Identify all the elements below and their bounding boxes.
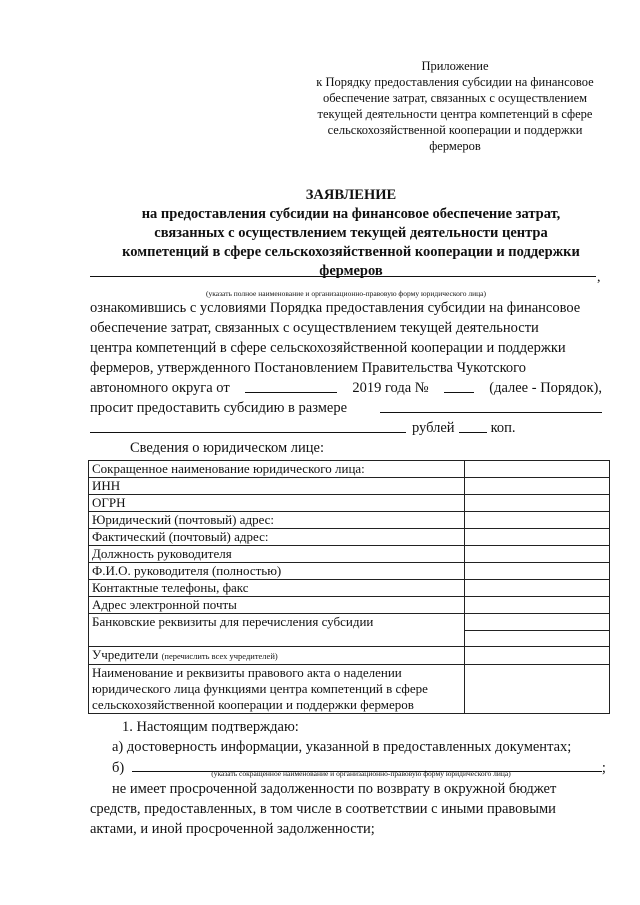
table-cell-label: Ф.И.О. руководителя (полностью)	[89, 563, 465, 580]
table-cell-value[interactable]	[464, 512, 609, 529]
table-row	[89, 647, 610, 665]
table-cell-value[interactable]	[464, 614, 609, 631]
table-cell-label: Юридический (почтовый) адрес:	[89, 512, 465, 529]
confirm-hint: (указать сокращенное наименование и организационно-правовую форму юридического лица)	[211, 769, 511, 778]
legal-entity-table	[88, 460, 610, 714]
annex-line: Приложение	[421, 59, 489, 73]
annex-block	[300, 58, 610, 154]
table-row	[89, 614, 610, 631]
applicant-hint: (указать полное наименование и организационно-правовую форму юридического лица)	[205, 289, 486, 298]
table-cell-value[interactable]	[464, 461, 609, 478]
confirm-line: средств, предоставленных, в том числе в соответствии с иными правовыми	[90, 801, 556, 817]
table-cell-value[interactable]	[464, 563, 609, 580]
founders-hint: (перечислить всех учредителей)	[161, 651, 278, 661]
annex-line: обеспечение затрат, связанных с осуществлением	[322, 91, 588, 105]
body-line: рублей коп.	[90, 418, 602, 438]
annex-line: фермеров	[429, 139, 481, 153]
item-b-end: ;	[601, 760, 606, 776]
title-line: на предоставления субсидии на финансовое обеспечение затрат,	[141, 206, 561, 222]
title-heading: ЗАЯВЛЕНИЕ	[305, 187, 397, 203]
annex-line: сельскохозяйственной кооперации и поддержки	[327, 123, 583, 137]
confirm-intro: 1. Настоящим подтверждаю:	[122, 719, 299, 735]
table-cell-label: Должность руководителя	[89, 546, 465, 563]
info-heading: Сведения о юридическом лице:	[130, 440, 324, 456]
table-cell-label: Сокращенное наименование юридического лица:	[89, 461, 465, 478]
body-line: фермеров, утвержденного Постановлением Правительства Чукотского	[90, 360, 526, 376]
table-cell-label: Контактные телефоны, факс	[89, 580, 465, 597]
date-blank[interactable]	[245, 378, 337, 393]
table-cell-value[interactable]	[464, 546, 609, 563]
table-cell-founders	[89, 647, 465, 665]
confirm-item-a: а) достоверность информации, указанной в предоставленных документах;	[112, 739, 572, 755]
table-row	[89, 461, 610, 478]
body-line: центра компетенций в сфере сельскохозяйственной кооперации и поддержки	[90, 340, 566, 356]
body-line: обеспечение затрат, связанных с осуществлением текущей деятельности	[90, 320, 539, 336]
confirm-section	[90, 717, 606, 777]
table-cell-value[interactable]	[464, 630, 609, 647]
title-line: связанных с осуществлением текущей деятельности центра	[154, 225, 548, 241]
table-row	[89, 495, 610, 512]
confirm-paragraph	[90, 779, 602, 839]
table-cell-value[interactable]	[464, 597, 609, 614]
table-row	[89, 597, 610, 614]
applicant-name-line[interactable]	[90, 276, 596, 277]
body-line: автономного округа от 2019 года № (далее - Порядок),	[90, 380, 602, 396]
table-cell-value[interactable]	[464, 665, 609, 714]
table-cell-value[interactable]	[464, 647, 609, 665]
table-cell-label: Банковские реквизиты для перечисления субсидии	[89, 614, 465, 647]
amount-blank[interactable]	[380, 398, 602, 413]
table-cell-label: Адрес электронной почты	[89, 597, 465, 614]
body-paragraph	[90, 298, 602, 438]
table-row	[89, 512, 610, 529]
table-row	[89, 665, 610, 714]
kopeks-blank[interactable]	[459, 418, 487, 433]
act-line: Наименование и реквизиты правового акта о наделении	[92, 665, 402, 680]
act-line: сельскохозяйственной кооперации и поддержки фермеров	[92, 697, 414, 712]
table-row	[89, 478, 610, 495]
annex-line: текущей деятельности центра компетенций в сфере	[317, 107, 593, 121]
table-cell-value[interactable]	[464, 529, 609, 546]
body-line: просит предоставить субсидию в размере	[90, 398, 602, 418]
table-cell-value[interactable]	[464, 580, 609, 597]
table-cell-label: Фактический (почтовый) адрес:	[89, 529, 465, 546]
founders-label: Учредители	[92, 647, 159, 662]
item-b-label: б)	[112, 760, 125, 776]
table-cell-label: ОГРН	[89, 495, 465, 512]
table-row	[89, 580, 610, 597]
annex-line: к Порядку предоставления субсидии на финансовое	[316, 75, 594, 89]
title-line: компетенций в сфере сельскохозяйственной кооперации и поддержки	[122, 244, 580, 260]
body-line: ознакомившись с условиями Порядка предоставления субсидии на финансовое	[90, 300, 581, 316]
table-cell-label: ИНН	[89, 478, 465, 495]
confirm-line: актами, и иной просроченной задолженности;	[90, 821, 375, 837]
applicant-comma: ,	[597, 270, 601, 285]
amount-words-blank[interactable]	[90, 418, 406, 433]
table-row	[89, 563, 610, 580]
table-cell-value[interactable]	[464, 478, 609, 495]
document-title	[100, 186, 602, 281]
confirm-line: не имеет просроченной задолженности по возврату в окружной бюджет	[112, 781, 557, 797]
table-row	[89, 546, 610, 563]
number-blank[interactable]	[444, 378, 474, 393]
table-row	[89, 529, 610, 546]
table-cell-value[interactable]	[464, 495, 609, 512]
title-line: фермеров	[319, 263, 383, 279]
act-line: юридического лица функциями центра компетенций в сфере	[92, 681, 428, 696]
table-cell-act	[89, 665, 465, 714]
